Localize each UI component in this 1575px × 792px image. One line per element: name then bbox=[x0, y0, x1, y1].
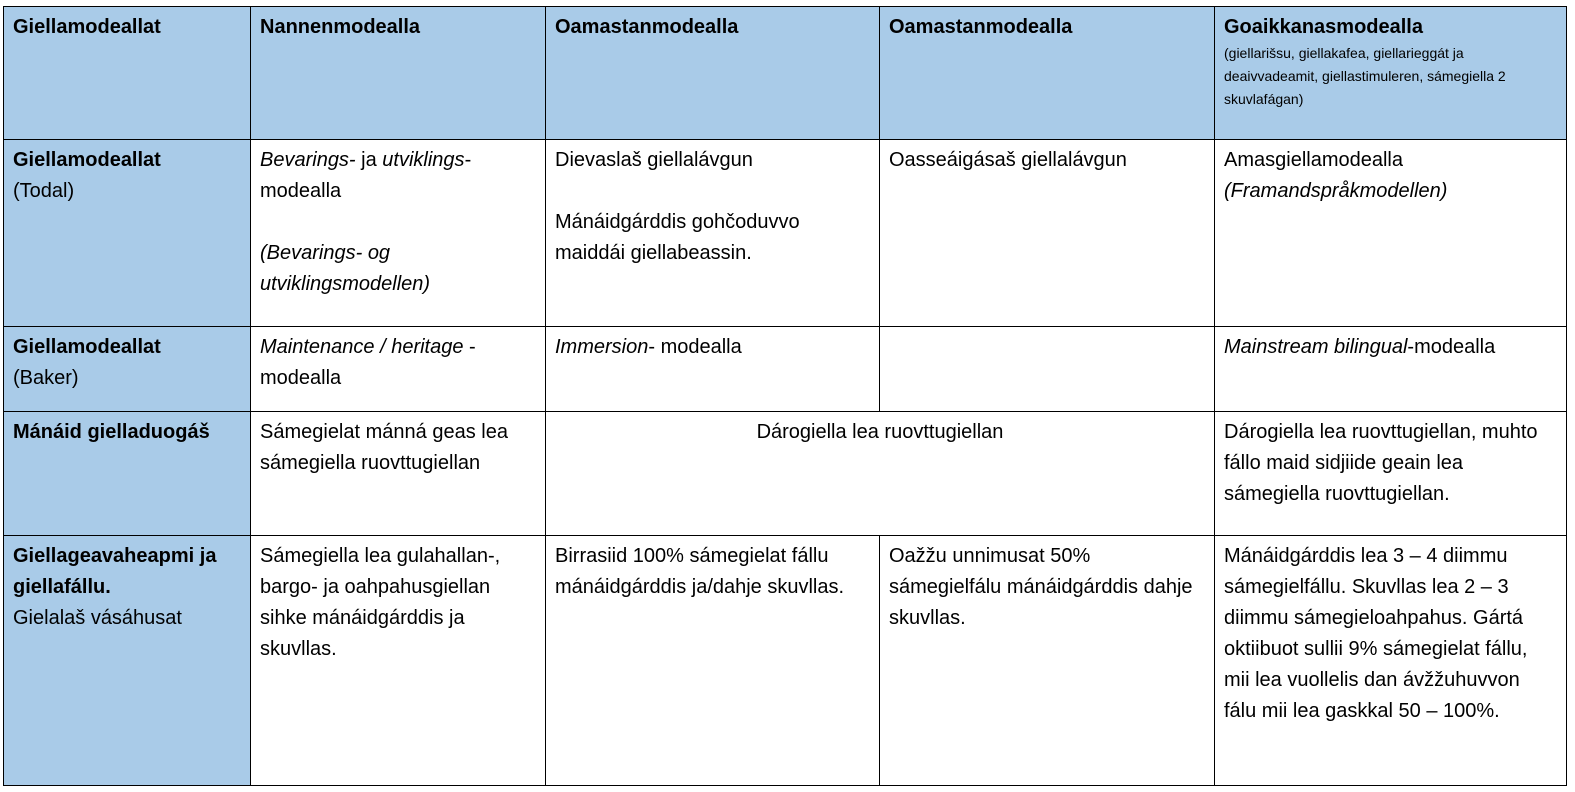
cell-text: Oažžu unnimusat 50% sámegielfálu mánáidgárddis dahje skuvllas. bbox=[889, 545, 1193, 629]
header-cell-col4 bbox=[880, 7, 1215, 140]
cell-geavaheapmi-nannen bbox=[251, 536, 546, 786]
cell-text: Dárogiella lea ruovttugiellan, muhto fállo maid sidjiide geain lea sámegiella ruovttugiellan. bbox=[1224, 421, 1538, 505]
plain-text: -modealla bbox=[1407, 336, 1496, 358]
header-cell-col3 bbox=[546, 7, 880, 140]
cell-text: Mánáidgárddis gohčoduvvo maiddái giellabeassin. bbox=[555, 211, 800, 264]
table-row-duogas bbox=[4, 412, 1567, 536]
row-head-title: Giellamodeallat bbox=[13, 336, 161, 358]
cell-geavaheapmi-goaikkanas bbox=[1215, 536, 1567, 786]
italic-text: Maintenance / heritage bbox=[260, 336, 464, 358]
row-head-subtitle: (Baker) bbox=[13, 367, 79, 389]
cell-text: Birrasiid 100% sámegielat fállu mánáidgárddis ja/dahje skuvllas. bbox=[555, 545, 845, 598]
plain-text: -modealla bbox=[260, 336, 476, 389]
cell-duogas-oamastan-merged bbox=[546, 412, 1215, 536]
cell-geavaheapmi-oamastan-2 bbox=[880, 536, 1215, 786]
language-models-table bbox=[3, 6, 1567, 786]
cell-baker-goaikkanas bbox=[1215, 327, 1567, 412]
plain-text: - modealla bbox=[648, 336, 742, 358]
row-head-subtitle: Gielalaš vásáhusat bbox=[13, 607, 182, 629]
cell-text: Mánáidgárddis lea 3 – 4 diimmu sámegielfállu. Skuvllas lea 2 – 3 diimmu sámegieloahpahus. Gártá oktiibuot sullii 9% sámegielat fállu, mii lea vuollelis dan ávžžuhuvvon fálu mii lea gaskkal 50 – 100%. bbox=[1224, 545, 1528, 722]
cell-baker-oamastan-2 bbox=[880, 327, 1215, 412]
row-head-todal bbox=[4, 140, 251, 327]
cell-todal-oamastan-1 bbox=[546, 140, 880, 327]
row-head-duogas bbox=[4, 412, 251, 536]
cell-text: (Framandspråkmodellen) bbox=[1224, 180, 1448, 202]
table-row-todal bbox=[4, 140, 1567, 327]
header-label: Giellamodeallat bbox=[13, 16, 161, 38]
cell-duogas-goaikkanas bbox=[1215, 412, 1567, 536]
header-cell-col5 bbox=[1215, 7, 1567, 140]
row-head-title: Giellamodeallat bbox=[13, 149, 161, 171]
header-cell-col2 bbox=[251, 7, 546, 140]
cell-text: Sámegiella lea gulahallan-, bargo- ja oahpahusgiellan sihke mánáidgárddis ja skuvllas. bbox=[260, 545, 501, 660]
italic-text: Bevarings- bbox=[260, 149, 356, 171]
header-note: (giellarišsu, giellakafea, giellarieggát ja deaivvadeamit, giellastimuleren, sámegiella 2 skuvlafágan) bbox=[1224, 45, 1506, 107]
cell-todal-goaikkanas bbox=[1215, 140, 1567, 327]
header-label: Oamastanmodealla bbox=[555, 16, 739, 38]
cell-todal-nannen bbox=[251, 140, 546, 327]
header-label: Nannenmodealla bbox=[260, 16, 421, 38]
cell-text: (Bevarings- og utviklingsmodellen) bbox=[260, 242, 431, 295]
header-cell-col1 bbox=[4, 7, 251, 140]
cell-text: Sámegielat mánná geas lea sámegiella ruovttugiellan bbox=[260, 421, 508, 474]
row-head-baker bbox=[4, 327, 251, 412]
row-head-title: Giellageavaheapmi ja giellafállu. bbox=[13, 545, 217, 598]
cell-todal-oamastan-2 bbox=[880, 140, 1215, 327]
italic-text: Immersion bbox=[555, 336, 649, 358]
table-header-row bbox=[4, 7, 1567, 140]
table-row-geavaheapmi bbox=[4, 536, 1567, 786]
cell-text bbox=[260, 149, 471, 202]
cell-duogas-nannen bbox=[251, 412, 546, 536]
cell-text: Oasseáigásaš giellalávgun bbox=[889, 149, 1127, 171]
cell-text: Amasgiellamodealla bbox=[1224, 149, 1403, 171]
header-label: Goaikkanasmodealla bbox=[1224, 16, 1423, 38]
cell-text: Dievaslaš giellalávgun bbox=[555, 149, 753, 171]
plain-text: ja bbox=[355, 149, 383, 171]
row-head-geavaheapmi bbox=[4, 536, 251, 786]
row-head-subtitle: (Todal) bbox=[13, 180, 75, 202]
cell-baker-oamastan-1 bbox=[546, 327, 880, 412]
cell-geavaheapmi-oamastan-1 bbox=[546, 536, 880, 786]
table-row-baker bbox=[4, 327, 1567, 412]
cell-text: Dárogiella lea ruovttugiellan bbox=[756, 421, 1004, 443]
plain-text: -modealla bbox=[260, 149, 472, 202]
italic-text: Mainstream bilingual bbox=[1224, 336, 1408, 358]
row-head-title: Mánáid gielladuogáš bbox=[13, 421, 210, 443]
cell-baker-nannen bbox=[251, 327, 546, 412]
italic-text: utviklings bbox=[382, 149, 465, 171]
header-label: Oamastanmodealla bbox=[889, 16, 1073, 38]
